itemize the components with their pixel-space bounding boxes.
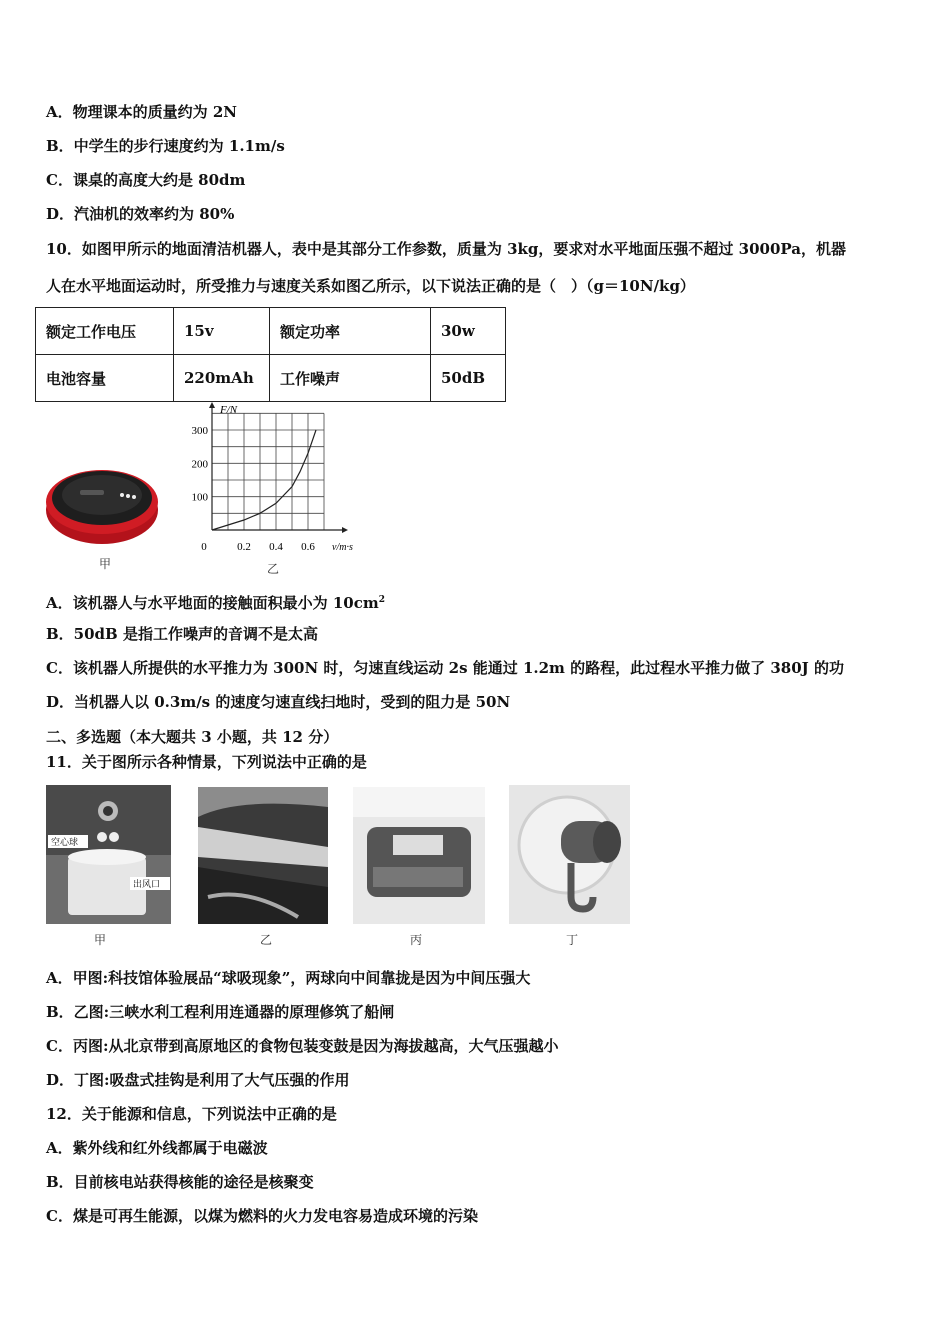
y-tick-label: 300 xyxy=(191,425,208,437)
chart-grid xyxy=(212,413,324,530)
photo-suction-hook-drawing xyxy=(509,785,630,924)
x-tick-label: 0.2 xyxy=(237,541,251,553)
q11-option-a: A．甲图:科技馆体验展品“球吸现象”，两球向中间靠拢是因为中间压强大 xyxy=(46,969,531,987)
q10-option-a-text: A．该机器人与水平地面的接触面积最小为 10cm xyxy=(46,594,379,612)
q11-stem: 11．关于图所示各种情景，下列说法中正确的是 xyxy=(46,753,367,771)
table-cell: 30w xyxy=(431,308,506,355)
q10-option-a xyxy=(46,590,385,613)
q10-option-d: D．当机器人以 0.3m/s 的速度匀速直线扫地时，受到的阻力是 50N xyxy=(46,693,511,711)
y-axis-label: F/N xyxy=(220,404,238,416)
photo-ball-suction-drawing xyxy=(46,785,171,924)
robot-vacuum-figure xyxy=(40,452,165,562)
photo-caption-ding: 丁 xyxy=(566,933,579,947)
x-axis-label: v/m·s xyxy=(332,542,353,553)
q9-option-a: A．物理课本的质量约为 2N xyxy=(46,103,238,121)
table-cell: 电池容量 xyxy=(36,355,174,402)
figure-caption-yi: 乙 xyxy=(267,562,280,576)
label-hollow-ball: 空心球 xyxy=(51,838,79,848)
q11-option-b: B．乙图:三峡水利工程利用连通器的原理修筑了船闸 xyxy=(46,1003,395,1021)
label-outlet: 出风口 xyxy=(133,880,161,890)
x-tick-label: 0.6 xyxy=(301,541,315,553)
q10-option-b: B．50dB 是指工作噪声的音调不是太高 xyxy=(46,625,318,643)
q10-stem-line2: 人在水平地面运动时，所受推力与速度关系如图乙所示，以下说法正确的是（ ）（g＝10N/kg） xyxy=(46,277,695,295)
q9-option-d: D．汽油机的效率约为 80% xyxy=(46,205,235,223)
table-cell: 额定功率 xyxy=(270,308,431,355)
q10-stem-line1: 10．如图甲所示的地面清洁机器人，表中是其部分工作参数，质量为 3kg，要求对水平地面压强不超过 3000Pa，机器 xyxy=(46,240,846,258)
q12-stem: 12．关于能源和信息，下列说法中正确的是 xyxy=(46,1105,337,1123)
q12-option-c: C．煤是可再生能源，以煤为燃料的火力发电容易造成环境的污染 xyxy=(46,1207,478,1225)
x-tick-label: 0.4 xyxy=(269,541,283,553)
q10-option-c: C．该机器人所提供的水平推力为 300N 时，匀速直线运动 2s 能通过 1.2m 的路程，此过程水平推力做了 380J 的功 xyxy=(46,659,844,677)
photo-suction-hook xyxy=(509,785,630,924)
x-axis-arrow xyxy=(342,527,348,533)
q10-params-table xyxy=(35,307,506,402)
table-row xyxy=(36,308,506,355)
photo-three-gorges-dam xyxy=(198,787,328,924)
photo-three-gorges-drawing xyxy=(198,787,328,924)
table-cell: 220mAh xyxy=(174,355,270,402)
q12-option-b: B．目前核电站获得核能的途径是核聚变 xyxy=(46,1173,314,1191)
photo-food-package xyxy=(353,787,485,924)
table-cell: 50dB xyxy=(431,355,506,402)
x-tick-label: 0 xyxy=(201,541,207,553)
photo-food-package-drawing xyxy=(353,787,485,924)
photo-ball-suction xyxy=(46,785,171,924)
q11-option-d: D．丁图:吸盘式挂钩是利用了大气压强的作用 xyxy=(46,1071,350,1089)
table-cell: 工作噪声 xyxy=(270,355,431,402)
photo-caption-jia: 甲 xyxy=(94,933,107,947)
photo-caption-bing: 丙 xyxy=(410,933,423,947)
table-cell: 额定工作电压 xyxy=(36,308,174,355)
section-heading: 二、多选题（本大题共 3 小题，共 12 分） xyxy=(46,728,339,746)
q10-option-a-exponent: 2 xyxy=(378,595,386,605)
table-row xyxy=(36,355,506,402)
y-tick-label: 100 xyxy=(191,491,208,504)
q11-option-c: C．丙图:从北京带到高原地区的食物包装变鼓是因为海拔越高，大气压强越小 xyxy=(46,1037,559,1055)
y-axis-arrow xyxy=(209,402,215,408)
photo-caption-yi: 乙 xyxy=(260,933,273,947)
y-tick-label: 200 xyxy=(191,458,208,471)
figure-caption-jia: 甲 xyxy=(99,557,112,571)
q12-option-a: A．紫外线和红外线都属于电磁波 xyxy=(46,1139,268,1157)
q9-option-b: B．中学生的步行速度约为 1.1m/s xyxy=(46,137,285,155)
q9-option-c: C．课桌的高度大约是 80dm xyxy=(46,171,246,189)
table-cell: 15v xyxy=(174,308,270,355)
force-velocity-chart xyxy=(180,400,370,575)
